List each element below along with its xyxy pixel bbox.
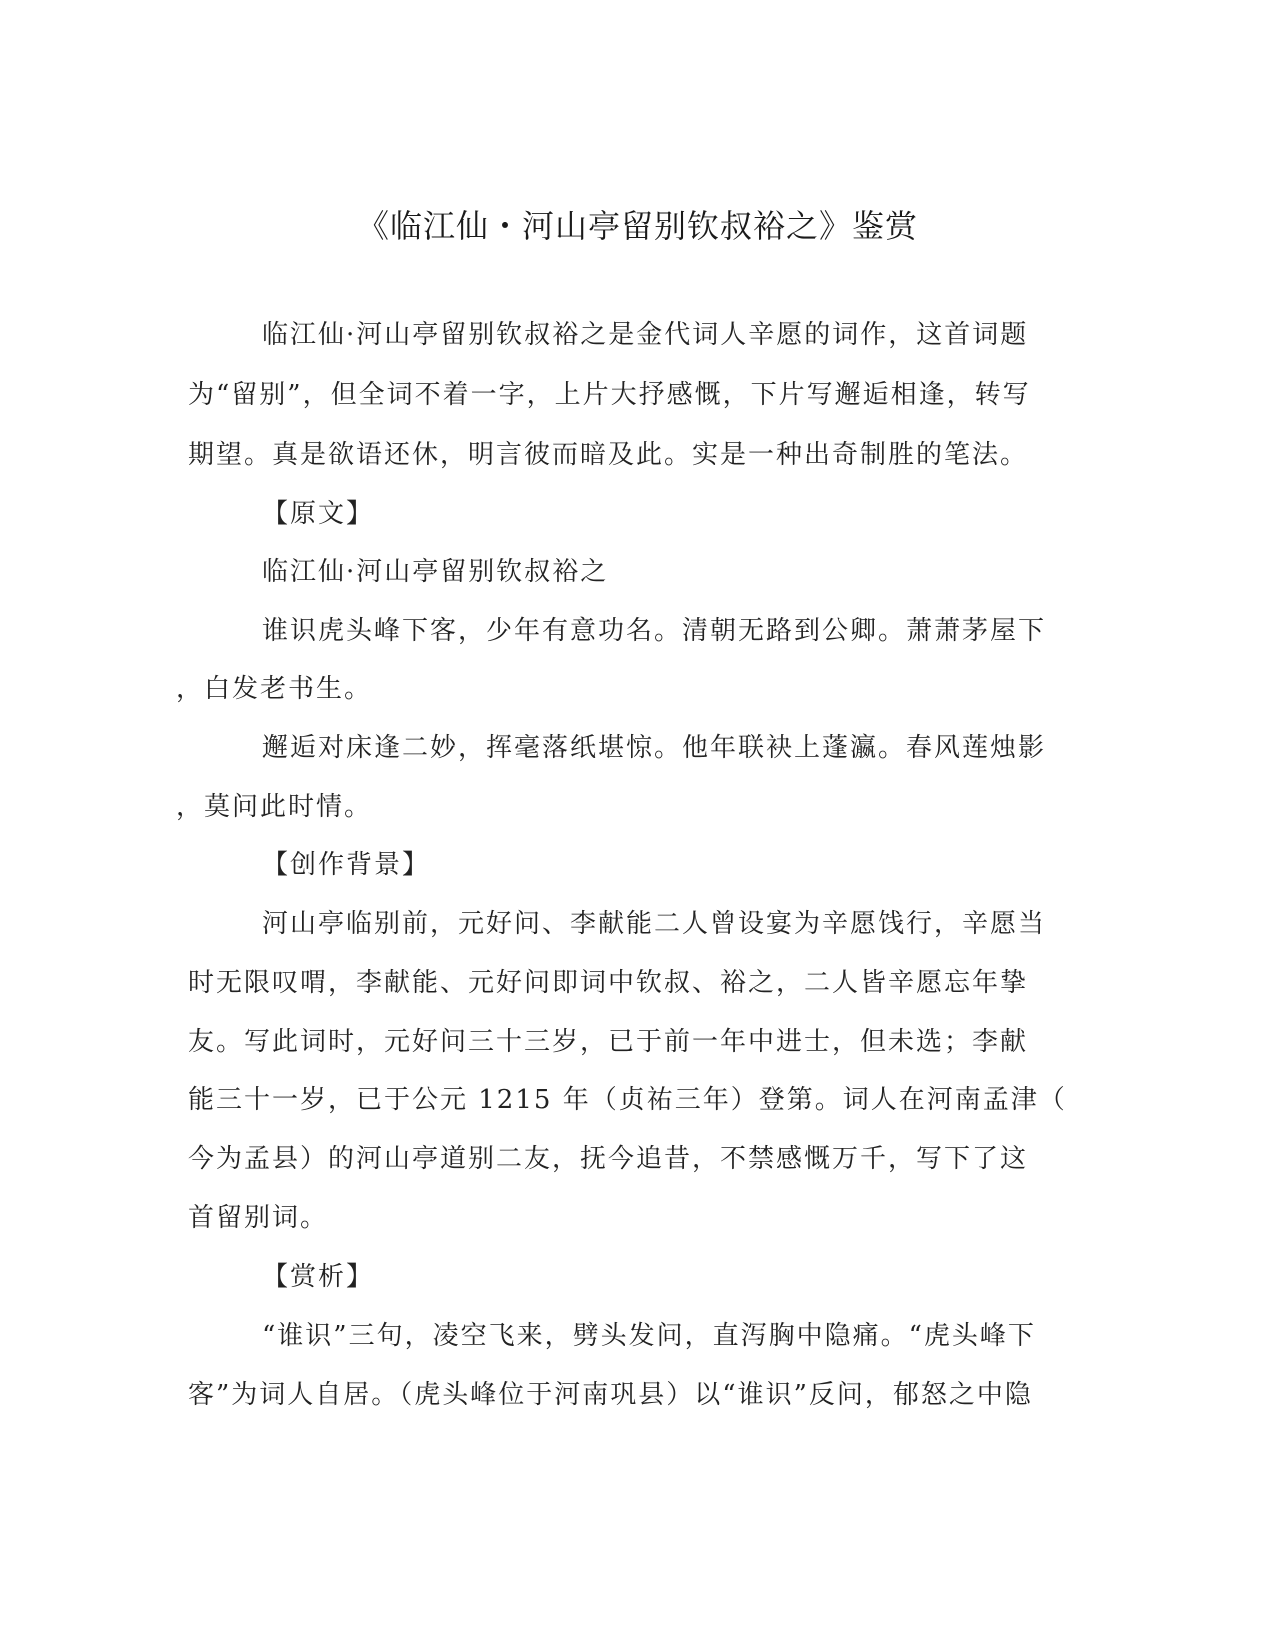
poem-line: 邂逅对床逢二妙，挥毫落纸堪惊。他年联袂上蓬瀛。春风莲烛影	[262, 733, 1047, 763]
paragraph-line: 友。写此词时，元好问三十三岁，已于前一年中进士，但未选；李献	[188, 1027, 1029, 1057]
paragraph-line: “谁识”三句，凌空飞来，劈头发问，直泻胸中隐痛。“虎头峰下	[262, 1321, 1036, 1351]
poem-title-line: 临江仙·河山亭留别钦叔裕之	[262, 557, 609, 587]
section-heading-background: 【创作背景】	[262, 850, 431, 880]
paragraph-line: 期望。真是欲语还休，明言彼而暗及此。实是一种出奇制胜的笔法。	[188, 440, 1029, 470]
paragraph-line: 首留别词。	[188, 1203, 329, 1233]
paragraph-line: 客”为词人自居。（虎头峰位于河南巩县）以“谁识”反问，郁怒之中隐	[188, 1380, 1033, 1410]
paragraph-line: 能三十一岁，已于公元 1215 年（贞祐三年）登第。词人在河南孟津（	[188, 1085, 1067, 1115]
poem-line: 谁识虎头峰下客，少年有意功名。清朝无路到公卿。萧萧茅屋下	[262, 616, 1047, 646]
paragraph-line: 今为孟县）的河山亭道别二友，抚今追昔，不禁感慨万千，写下了这	[188, 1144, 1029, 1174]
section-heading-appreciation: 【赏析】	[262, 1262, 375, 1292]
paragraph-line: 临江仙·河山亭留别钦叔裕之是金代词人辛愿的词作，这首词题	[262, 320, 1029, 350]
poem-line: ，莫问此时情。	[176, 792, 373, 822]
poem-line: ，白发老书生。	[176, 674, 373, 704]
paragraph-line: 时无限叹喟，李献能、元好问即词中钦叔、裕之，二人皆辛愿忘年挚	[188, 968, 1029, 998]
document-title: 《临江仙・河山亭留别钦叔裕之》鉴赏	[356, 207, 918, 245]
paragraph-line: 河山亭临别前，元好问、李献能二人曾设宴为辛愿饯行，辛愿当	[262, 909, 1047, 939]
section-heading-original-text: 【原文】	[262, 499, 375, 529]
paragraph-line: 为“留别”，但全词不着一字，上片大抒感慨，下片写邂逅相逢，转写	[188, 380, 1031, 410]
